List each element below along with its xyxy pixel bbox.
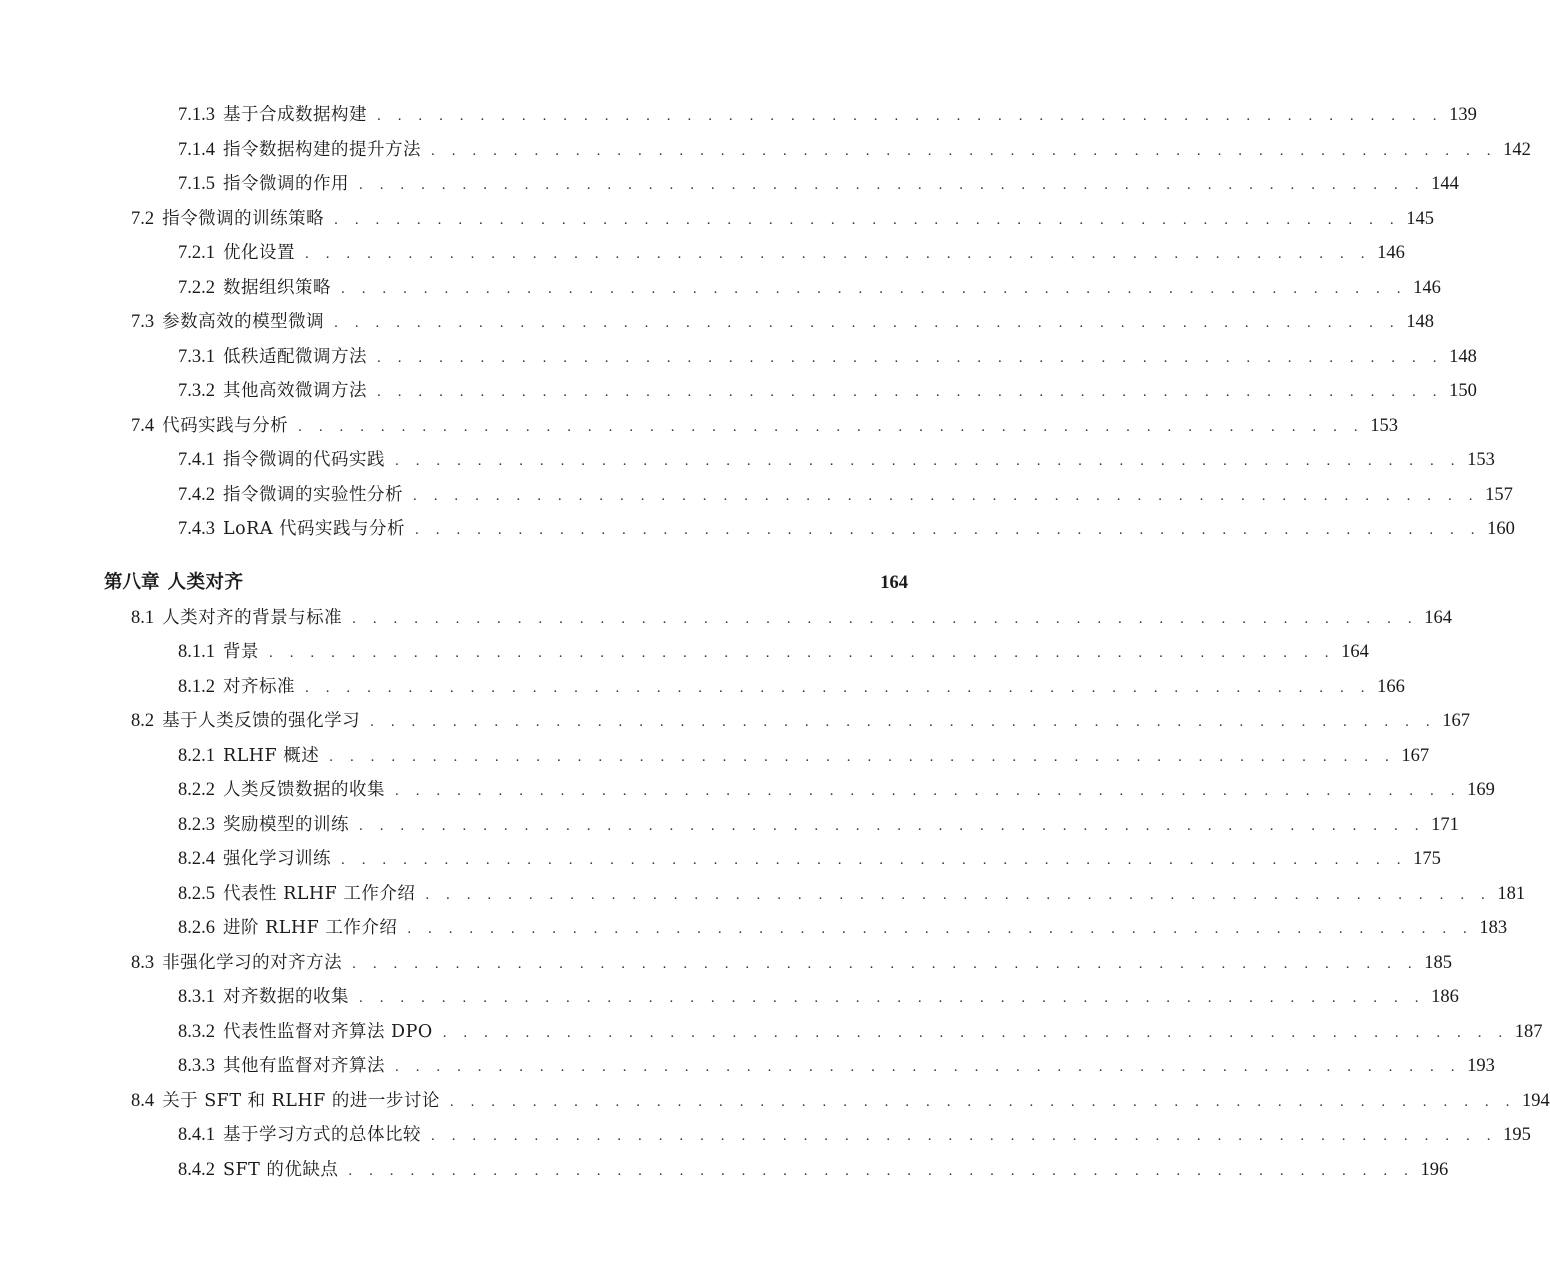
toc-entry-title: 指令微调的代码实践 (223, 450, 385, 470)
toc-entry-page: 148 (1449, 347, 1477, 367)
toc-entry[interactable] (0, 810, 1459, 840)
dot-leader: . . . . . . . . . . . . . . . . . . . . . . . . . . . . . . . . . . . . . . . . . . . . . . . . . . . . (348, 1163, 1415, 1179)
toc-entry-title: 指令数据构建的提升方法 (223, 140, 421, 160)
toc-entry-title: 进阶 RLHF 工作介绍 (223, 918, 398, 938)
dot-leader: . . . . . . . . . . . . . . . . . . . . . . . . . . . . . . . . . . . . . . . . . . . . . . . . . . . . (407, 921, 1474, 937)
toc-entry-page: 193 (1467, 1056, 1495, 1076)
dot-leader: . . . . . . . . . . . . . . . . . . . . . . . . . . . . . . . . . . . . . . . . . . . . . . . . . . . . (341, 852, 1408, 868)
toc-entry-number: 8.4.2 (178, 1160, 215, 1180)
toc-entry[interactable] (0, 844, 1441, 874)
toc-entry-page: 139 (1449, 105, 1477, 125)
dot-leader: . . . . . . . . . . . . . . . . . . . . . . . . . . . . . . . . . . . . . . . . . . . . . . . . . . . . (431, 1128, 1498, 1144)
dot-leader: . . . . . . . . . . . . . . . . . . . . . . . . . . . . . . . . . . . . . . . . . . . . . . . . . . . . (334, 315, 1401, 331)
toc-entry-number: 7.2.2 (178, 278, 215, 298)
toc-entry-title: 对齐数据的收集 (223, 987, 349, 1007)
toc-entry-page: 183 (1479, 918, 1508, 938)
toc-entry-title: 其他有监督对齐算法 (223, 1056, 385, 1076)
toc-entry-page: 169 (1467, 780, 1495, 800)
toc-entry[interactable] (0, 514, 1515, 544)
toc-entry-number: 7.4.1 (178, 450, 215, 470)
toc-entry-title: 背景 (223, 642, 259, 662)
toc-entry-number: 8.3.1 (178, 987, 215, 1007)
toc-entry-number: 8.2.6 (178, 918, 215, 938)
toc-entry[interactable] (0, 1017, 1543, 1047)
toc-entry-title: 强化学习训练 (223, 849, 331, 869)
dot-leader: . . . . . . . . . . . . . . . . . . . . . . . . . . . . . . . . . . . . . . . . . . . . . . . . . . . . (359, 990, 1426, 1006)
dot-leader: . . . . . . . . . . . . . . . . . . . . . . . . . . . . . . . . . . . . . . . . . . . . . . . . . . . . (370, 714, 1437, 730)
dot-leader: . . . . . . . . . . . . . . . . . . . . . . . . . . . . . . . . . . . . . . . . . . . . . . . . . . . . (305, 246, 1372, 262)
toc-entry[interactable] (0, 307, 1434, 337)
toc-entry-number: 8.2 (131, 711, 155, 731)
toc-entry-number: 7.1.3 (178, 105, 215, 125)
toc-entry-number: 8.2.2 (178, 780, 215, 800)
toc-entry[interactable] (0, 775, 1495, 805)
toc-entry-title: 指令微调的实验性分析 (223, 485, 403, 505)
dot-leader: . . . . . . . . . . . . . . . . . . . . . . . . . . . . . . . . . . . . . . . . . . . . . . . . . . . . (377, 384, 1444, 400)
dot-leader: . . . . . . . . . . . . . . . . . . . . . . . . . . . . . . . . . . . . . . . . . . . . . . . . . . . . (352, 611, 1419, 627)
dot-leader: . . . . . . . . . . . . . . . . . . . . . . . . . . . . . . . . . . . . . . . . . . . . . . . . . . . . (305, 680, 1372, 696)
toc-entry-page: 181 (1497, 884, 1526, 904)
toc-entry-page: 164 (1341, 642, 1369, 662)
toc-entry-page: 194 (1521, 1091, 1550, 1111)
toc-entry-page: 160 (1487, 519, 1515, 539)
dot-leader: . . . . . . . . . . . . . . . . . . . . . . . . . . . . . . . . . . . . . . . . . . . . . . . . . . . . (329, 749, 1396, 765)
dot-leader: . . . . . . . . . . . . . . . . . . . . . . . . . . . . . . . . . . . . . . . . . . . . . . . . . . . . (359, 177, 1426, 193)
toc-entry[interactable] (0, 603, 1452, 633)
toc-entry-page: 167 (1401, 746, 1430, 766)
toc-entry-page: 142 (1503, 140, 1531, 160)
toc-entry-title: 非强化学习的对齐方法 (162, 953, 343, 973)
toc-entry-title: 代表性监督对齐算法 DPO (223, 1022, 433, 1042)
toc-chapter-heading[interactable] (0, 568, 1008, 598)
toc-entry-number: 8.1.1 (178, 642, 215, 662)
toc-entry-number: 8.4 (131, 1091, 155, 1111)
toc-entry-number: 8.2.3 (178, 815, 215, 835)
toc-entry-title: 指令微调的训练策略 (162, 209, 325, 229)
toc-entry[interactable] (0, 445, 1495, 475)
toc-entry-page: 186 (1431, 987, 1459, 1007)
toc-entry[interactable] (0, 480, 1513, 510)
toc-entry-title: 数据组织策略 (223, 278, 331, 298)
toc-entry-title: 低秩适配微调方法 (223, 347, 367, 367)
toc-entry[interactable] (0, 1120, 1531, 1150)
toc-entry-title: 人类反馈数据的收集 (223, 780, 385, 800)
dot-leader: . . . . . . . . . . . . . . . . . . . . . . . . . . . . . . . . . . . . . . . . . . . . . . . . . . . . (425, 887, 1492, 903)
dot-leader: . . . . . . . . . . . . . . . . . . . . . . . . . . . . . . . . . . . . . . . . . . . . . . . . . . . . (395, 1059, 1462, 1075)
toc-entry-number: 7.4.3 (178, 519, 215, 539)
toc-entry-number: 7.2.1 (178, 243, 215, 263)
toc-entry[interactable] (0, 204, 1434, 234)
dot-leader: . . . . . . . . . . . . . . . . . . . . . . . . . . . . . . . . . . . . . . . . . . . . . . . . . . . . (377, 108, 1444, 124)
toc-entry-title: 代码实践与分析 (162, 416, 289, 436)
toc-entry[interactable] (0, 672, 1405, 702)
toc-entry-page: 167 (1442, 711, 1470, 731)
toc-entry-number: 7.3.1 (178, 347, 215, 367)
toc-entry[interactable] (0, 100, 1477, 130)
toc-entry-page: 195 (1503, 1125, 1531, 1145)
chapter-page: 164 (880, 573, 908, 593)
toc-entry-title: 其他高效微调方法 (223, 381, 367, 401)
dot-leader: . . . . . . . . . . . . . . . . . . . . . . . . . . . . . . . . . . . . . . . . . . . . . . . . . . . . (334, 212, 1401, 228)
toc-entry-title: 代表性 RLHF 工作介绍 (223, 884, 416, 904)
toc-entry-number: 7.4 (131, 416, 155, 436)
toc-entry-title: 基于合成数据构建 (223, 105, 367, 125)
toc-entry-page: 175 (1413, 849, 1441, 869)
toc-entry-number: 7.3 (131, 312, 155, 332)
toc-entry-number: 7.1.5 (178, 174, 215, 194)
toc-entry-page: 166 (1377, 677, 1405, 697)
toc-entry-number: 8.3.3 (178, 1056, 215, 1076)
toc-entry[interactable] (0, 342, 1477, 372)
toc-entry-title: 基于人类反馈的强化学习 (162, 711, 361, 731)
toc-entry[interactable] (0, 135, 1531, 165)
chapter-title: 人类对齐 (167, 572, 244, 593)
toc-entry-number: 7.1.4 (178, 140, 215, 160)
toc-entry-page: 153 (1467, 450, 1495, 470)
toc-entry-title: 优化设置 (223, 243, 295, 263)
toc-entry[interactable] (0, 169, 1459, 199)
toc-entry[interactable] (0, 376, 1477, 406)
dot-leader: . . . . . . . . . . . . . . . . . . . . . . . . . . . . . . . . . . . . . . . . . . . . . . . . . . . . (395, 453, 1462, 469)
toc-entry[interactable] (0, 411, 1398, 441)
toc-entry-number: 7.3.2 (178, 381, 215, 401)
toc-entry-title: 人类对齐的背景与标准 (162, 608, 343, 628)
toc-entry[interactable] (0, 879, 1526, 909)
toc-entry-page: 185 (1424, 953, 1452, 973)
toc-entry-title: 奖励模型的训练 (223, 815, 349, 835)
toc-entry-page: 144 (1431, 174, 1459, 194)
dot-leader: . . . . . . . . . . . . . . . . . . . . . . . . . . . . . . . . . . . . . . . . . . . . . . . . . . . . (341, 281, 1408, 297)
toc-entry-number: 8.2.4 (178, 849, 215, 869)
toc-entry-title: 指令微调的作用 (223, 174, 349, 194)
toc-entry-page: 164 (1424, 608, 1452, 628)
toc-entry[interactable] (0, 982, 1459, 1012)
dot-leader: . . . . . . . . . . . . . . . . . . . . . . . . . . . . . . . . . . . . . . . . . . . . . . . . . . . . (395, 783, 1462, 799)
toc-entry-page: 153 (1370, 416, 1398, 436)
dot-leader: . . . . . . . . . . . . . . . . . . . . . . . . . . . . . . . . . . . . . . . . . . . . . . . . . . . . (298, 419, 1365, 435)
toc-entry-page: 157 (1485, 485, 1513, 505)
toc-entry-title: 基于学习方式的总体比较 (223, 1125, 421, 1145)
dot-leader: . . . . . . . . . . . . . . . . . . . . . . . . . . . . . . . . . . . . . . . . . . . . . . . . . . . . (415, 522, 1482, 538)
toc-entry-number: 8.1 (131, 608, 155, 628)
toc-entry[interactable] (0, 741, 1430, 771)
toc-entry-page: 196 (1420, 1160, 1449, 1180)
toc-entry-number: 8.2.5 (178, 884, 215, 904)
toc-entry-number: 8.4.1 (178, 1125, 215, 1145)
toc-entry[interactable] (0, 1086, 1550, 1116)
dot-leader: . . . . . . . . . . . . . . . . . . . . . . . . . . . . . . . . . . . . . . . . . . . . . . . . . . . . (269, 645, 1336, 661)
toc-entry-page: 171 (1431, 815, 1459, 835)
toc-entry-number: 8.1.2 (178, 677, 215, 697)
toc-entry[interactable] (0, 948, 1452, 978)
toc-entry-number: 7.2 (131, 209, 155, 229)
toc-entry-page: 148 (1406, 312, 1434, 332)
toc-entry-title: 关于 SFT 和 RLHF 的进一步讨论 (162, 1091, 440, 1111)
toc-entry-page: 187 (1514, 1022, 1543, 1042)
toc-entry-title: RLHF 概述 (223, 746, 320, 766)
dot-leader: . . . . . . . . . . . . . . . . . . . . . . . . . . . . . . . . . . . . . . . . . . . . . . . . . . . . (377, 350, 1444, 366)
toc-entry[interactable] (0, 637, 1369, 667)
toc-entry-page: 150 (1449, 381, 1477, 401)
chapter-number: 第八章 (104, 573, 160, 593)
toc-entry-title: LoRA 代码实践与分析 (223, 519, 406, 539)
dot-leader: . . . . . . . . . . . . . . . . . . . . . . . . . . . . . . . . . . . . . . . . . . . . . . . . . . . . (449, 1094, 1516, 1110)
toc-entry[interactable] (0, 913, 1508, 943)
toc-entry[interactable] (0, 238, 1405, 268)
toc-entry-page: 146 (1377, 243, 1405, 263)
dot-leader: . . . . . . . . . . . . . . . . . . . . . . . . . . . . . . . . . . . . . . . . . . . . . . . . . . . . (413, 488, 1480, 504)
toc-entry-number: 8.3.2 (178, 1022, 215, 1042)
dot-leader: . . . . . . . . . . . . . . . . . . . . . . . . . . . . . . . . . . . . . . . . . . . . . . . . . . . . (352, 956, 1419, 972)
toc-entry-number: 8.2.1 (178, 746, 215, 766)
toc-entry[interactable] (0, 706, 1470, 736)
toc-entry-title: 参数高效的模型微调 (162, 312, 325, 332)
toc-entry[interactable] (0, 1155, 1449, 1185)
toc-entry-number: 7.4.2 (178, 485, 215, 505)
toc-entry-title: 对齐标准 (223, 677, 295, 697)
dot-leader: . . . . . . . . . . . . . . . . . . . . . . . . . . . . . . . . . . . . . . . . . . . . . . . . . . . . (431, 143, 1498, 159)
dot-leader: . . . . . . . . . . . . . . . . . . . . . . . . . . . . . . . . . . . . . . . . . . . . . . . . . . . . (442, 1025, 1509, 1041)
toc-entry-number: 8.3 (131, 953, 155, 973)
toc-entry[interactable] (0, 1051, 1495, 1081)
toc-entry[interactable] (0, 273, 1441, 303)
toc-entry-title: SFT 的优缺点 (223, 1160, 339, 1180)
toc-entry-page: 145 (1406, 209, 1434, 229)
toc-entry-page: 146 (1413, 278, 1441, 298)
dot-leader: . . . . . . . . . . . . . . . . . . . . . . . . . . . . . . . . . . . . . . . . . . . . . . . . . . . . (359, 818, 1426, 834)
